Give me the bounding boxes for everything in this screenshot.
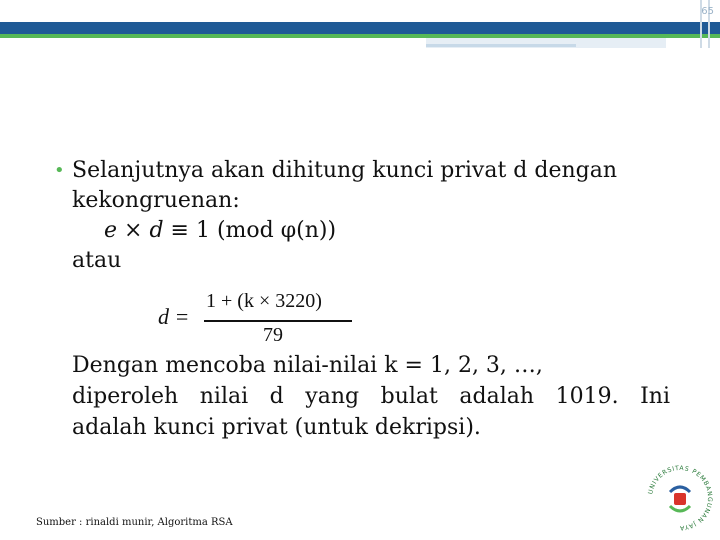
paragraph-line: diperoleh nilai d yang bulat adalah 1019. Ini [72,384,670,409]
paragraph-line: adalah kunci privat (untuk dekripsi). [72,415,481,440]
result-paragraph [72,350,670,443]
congruence-formula [52,216,672,246]
formula-lhs: e × d ≡ [104,218,196,243]
fraction-numerator: 1 + (k × 3220) [206,290,322,312]
fraction-lhs: d = [158,304,190,329]
header-bar-blue [0,22,720,34]
paragraph-line: Dengan mencoba nilai-nilai k = 1, 2, 3, …, [72,353,543,378]
bullet-item [52,156,672,186]
university-logo-icon [644,462,716,534]
source-caption: Sumber : rinaldi munir, Algoritma RSA [36,517,233,528]
slide-number: 65 [701,6,714,17]
intro-line-2: kekongruenan: [72,188,240,213]
intro-line: Selanjutnya akan dihitung kunci privat d dengan [72,158,618,183]
header-accent-line [426,44,576,47]
formula-rhs: 1 (mod φ(n)) [195,218,337,243]
logo-text: UNIVERSITAS PEMBANGUNAN JAYA [647,464,714,532]
atau-text: atau [72,248,122,273]
bullet-icon: • [54,160,65,181]
slide-body [52,156,672,276]
fraction-denominator: 79 [263,324,283,346]
fraction-bar [204,320,352,322]
